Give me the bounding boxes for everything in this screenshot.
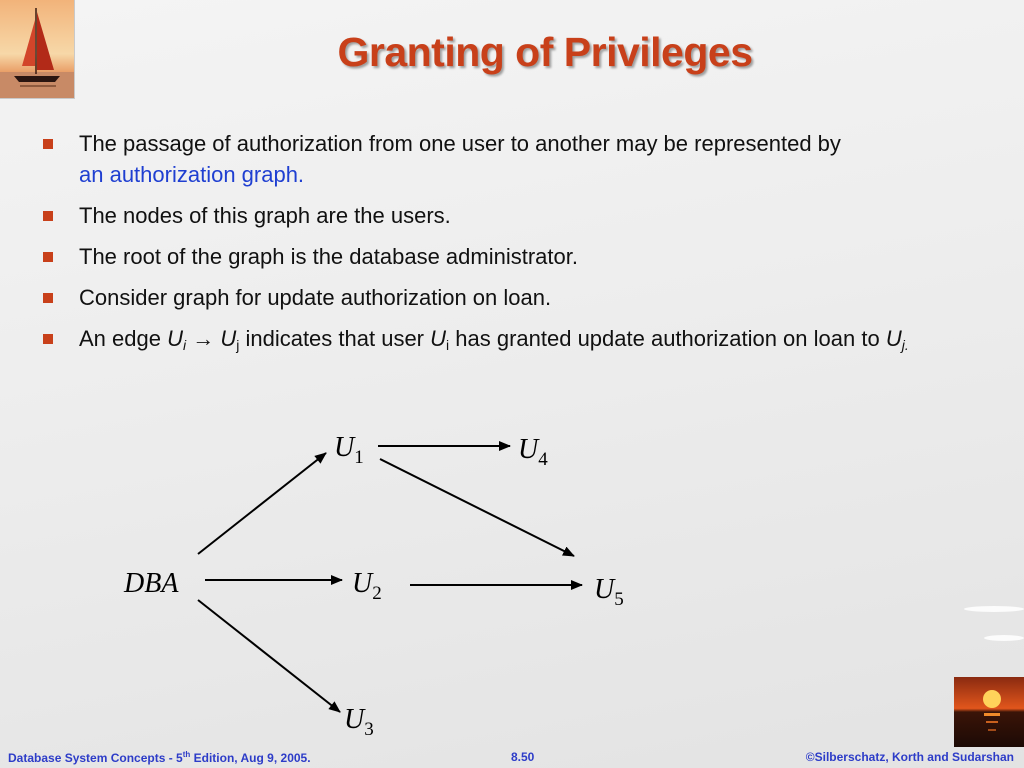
footer-book-date: Edition, Aug 9, 2005. [190, 751, 311, 765]
footer-book [8, 750, 311, 765]
square-bullet-icon [43, 293, 53, 303]
var-u: U [220, 326, 237, 351]
bullet-item [40, 200, 1000, 231]
sub-j: j [236, 337, 240, 353]
decor-wave [984, 635, 1024, 641]
square-bullet-icon [43, 211, 53, 221]
slide-title: Granting of Privileges [337, 29, 753, 75]
sub-j-dot: j. [901, 337, 909, 353]
footer-book-sup: th [182, 750, 191, 759]
bullet-text: Consider graph for update authorization on loan. [79, 285, 552, 310]
bullet-list [40, 128, 1000, 364]
footer [0, 746, 1024, 768]
edge-text-3: has granted update authorization on loan to [449, 326, 886, 351]
node-u1: $U_1$ [334, 432, 364, 468]
node-u3: $U_3$ [344, 704, 374, 740]
sailboat-icon [0, 0, 75, 99]
edge-text-1: An edge [79, 326, 168, 351]
node-u4: $U_4$ [518, 434, 548, 470]
bullet-item [40, 282, 1000, 313]
bullet-text: The nodes of this graph are the users. [79, 203, 451, 228]
footer-copyright: ©Silberschatz, Korth and Sudarshan [805, 750, 1014, 764]
edge-u1-u5 [380, 459, 574, 556]
footer-book-text: Database System Concepts - 5 [8, 751, 183, 765]
decor-wave [964, 606, 1024, 612]
var-u: U [430, 326, 447, 351]
square-bullet-icon [43, 334, 53, 344]
sub-i: i [182, 337, 187, 353]
var-u: U [885, 326, 902, 351]
bullet-item [40, 241, 1000, 272]
arrow-symbol: → [186, 326, 221, 351]
node-dba: DBA [124, 568, 179, 599]
authorization-graph [0, 410, 1024, 740]
node-u5: $U_5$ [594, 574, 624, 610]
edge-text-2: indicates that user [239, 326, 431, 351]
bullet-item [40, 128, 1000, 190]
square-bullet-icon [43, 139, 53, 149]
sub-i: i [446, 337, 450, 353]
edge-dba-u1 [198, 453, 326, 554]
page-number: 8.50 [511, 750, 535, 764]
sunset-icon [954, 677, 1024, 747]
bullet-highlight: an authorization graph. [79, 162, 305, 187]
edge-dba-u3 [198, 600, 340, 712]
node-u2: $U_2$ [352, 568, 382, 604]
square-bullet-icon [43, 252, 53, 262]
var-u: U [167, 326, 183, 351]
bullet-text: The root of the graph is the database administrator. [79, 244, 578, 269]
bullet-item [40, 323, 1000, 354]
bullet-text: The passage of authorization from one user to another may be represented by [79, 131, 841, 156]
